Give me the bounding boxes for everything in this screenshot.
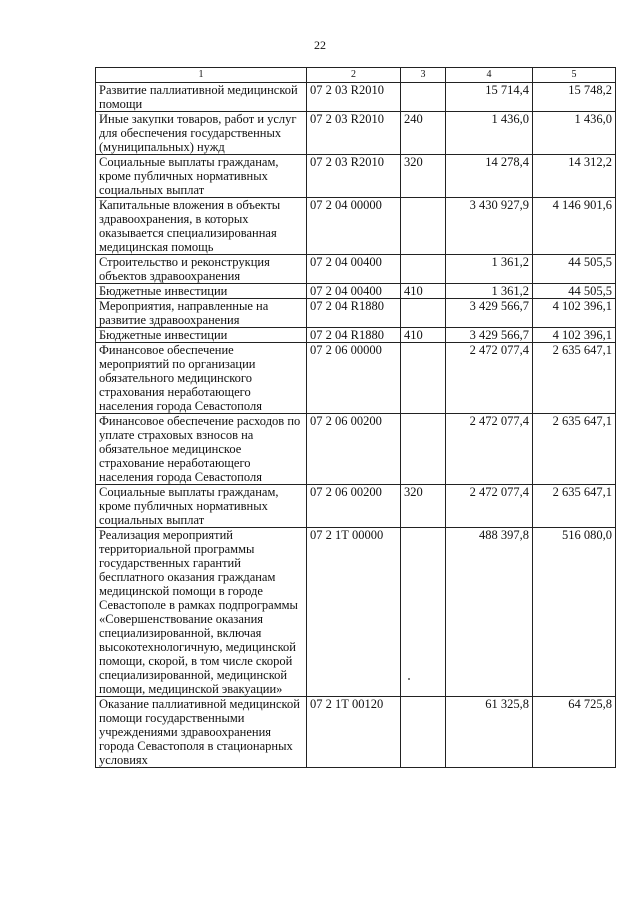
row-code: 07 2 06 00200 (307, 414, 401, 485)
row-code: 07 2 04 00400 (307, 284, 401, 299)
row-sum-1: 3 429 566,7 (446, 328, 533, 343)
row-code: 07 2 06 00200 (307, 485, 401, 528)
row-sum-2: 4 146 901,6 (533, 198, 616, 255)
row-expense-type: 240 (401, 112, 446, 155)
row-sum-1: 15 714,4 (446, 83, 533, 112)
row-sum-2: 15 748,2 (533, 83, 616, 112)
row-name: Бюджетные инвестиции (96, 284, 307, 299)
row-expense-type: 320 (401, 485, 446, 528)
row-code: 07 2 1Т 00000 (307, 528, 401, 697)
row-name: Развитие паллиативной медицинской помощи (96, 83, 307, 112)
row-sum-2: 1 436,0 (533, 112, 616, 155)
row-expense-type (401, 414, 446, 485)
row-sum-2: 516 080,0 (533, 528, 616, 697)
row-sum-2: 44 505,5 (533, 284, 616, 299)
table-header-row (96, 68, 616, 83)
table-row (96, 328, 616, 343)
row-sum-2: 2 635 647,1 (533, 343, 616, 414)
table-row (96, 414, 616, 485)
header-col-1: 1 (96, 68, 307, 83)
row-sum-2: 4 102 396,1 (533, 328, 616, 343)
table-row (96, 697, 616, 768)
row-code: 07 2 04 00000 (307, 198, 401, 255)
row-expense-type (401, 255, 446, 284)
table-row (96, 112, 616, 155)
row-code: 07 2 1Т 00120 (307, 697, 401, 768)
header-col-4: 4 (446, 68, 533, 83)
row-sum-2: 14 312,2 (533, 155, 616, 198)
row-name: Реализация мероприятий территориальной программы государственных гарантий бесплатного оказания гражданам медицинской помощи в городе Севастополе в рамках подпрограммы «Совершенствование оказания специализированной, включая высокотехнологичную, медицинской помощи, скорой, в том числе скорой специализированной, медицинской помощи, медицинской эвакуации» (96, 528, 307, 697)
stray-dot (408, 678, 410, 680)
row-code: 07 2 04 00400 (307, 255, 401, 284)
row-sum-1: 1 361,2 (446, 284, 533, 299)
row-sum-2: 44 505,5 (533, 255, 616, 284)
table-row (96, 485, 616, 528)
row-code: 07 2 03 R2010 (307, 112, 401, 155)
row-expense-type (401, 697, 446, 768)
row-sum-1: 1 361,2 (446, 255, 533, 284)
row-expense-type: 320 (401, 155, 446, 198)
row-name: Финансовое обеспечение мероприятий по организации обязательного медицинского страхования неработающего населения города Севастополя (96, 343, 307, 414)
row-sum-1: 2 472 077,4 (446, 485, 533, 528)
table-row (96, 255, 616, 284)
table-row (96, 83, 616, 112)
row-name: Социальные выплаты гражданам, кроме публичных нормативных социальных выплат (96, 155, 307, 198)
row-expense-type: 410 (401, 284, 446, 299)
row-expense-type (401, 83, 446, 112)
header-col-5: 5 (533, 68, 616, 83)
row-expense-type (401, 299, 446, 328)
row-sum-1: 61 325,8 (446, 697, 533, 768)
row-name: Строительство и реконструкция объектов здравоохранения (96, 255, 307, 284)
row-code: 07 2 06 00000 (307, 343, 401, 414)
row-name: Капитальные вложения в объекты здравоохранения, в которых оказывается специализированная медицинская помощь (96, 198, 307, 255)
row-sum-1: 2 472 077,4 (446, 414, 533, 485)
page-number: 22 (314, 38, 326, 52)
row-sum-2: 4 102 396,1 (533, 299, 616, 328)
row-code: 07 2 04 R1880 (307, 328, 401, 343)
row-sum-1: 14 278,4 (446, 155, 533, 198)
row-sum-1: 3 430 927,9 (446, 198, 533, 255)
row-code: 07 2 03 R2010 (307, 155, 401, 198)
row-code: 07 2 04 R1880 (307, 299, 401, 328)
row-sum-2: 2 635 647,1 (533, 414, 616, 485)
row-expense-type (401, 198, 446, 255)
table-row (96, 155, 616, 198)
table-row (96, 198, 616, 255)
row-expense-type (401, 528, 446, 697)
row-name: Оказание паллиативной медицинской помощи государственными учреждениями здравоохранения города Севастополя в стационарных условиях (96, 697, 307, 768)
row-sum-1: 3 429 566,7 (446, 299, 533, 328)
row-name: Мероприятия, направленные на развитие здравоохранения (96, 299, 307, 328)
table-row (96, 299, 616, 328)
header-col-3: 3 (401, 68, 446, 83)
table-row (96, 284, 616, 299)
row-sum-1: 1 436,0 (446, 112, 533, 155)
table-row (96, 343, 616, 414)
row-sum-1: 488 397,8 (446, 528, 533, 697)
row-expense-type (401, 343, 446, 414)
row-name: Финансовое обеспечение расходов по уплате страховых взносов на обязательное медицинское страхование неработающего населения города Севастополя (96, 414, 307, 485)
row-name: Иные закупки товаров, работ и услуг для обеспечения государственных (муниципальных) нужд (96, 112, 307, 155)
budget-table (95, 67, 616, 768)
row-name: Социальные выплаты гражданам, кроме публичных нормативных социальных выплат (96, 485, 307, 528)
row-sum-2: 2 635 647,1 (533, 485, 616, 528)
row-expense-type: 410 (401, 328, 446, 343)
row-sum-1: 2 472 077,4 (446, 343, 533, 414)
header-col-2: 2 (307, 68, 401, 83)
row-code: 07 2 03 R2010 (307, 83, 401, 112)
table-row (96, 528, 616, 697)
row-name: Бюджетные инвестиции (96, 328, 307, 343)
row-sum-2: 64 725,8 (533, 697, 616, 768)
